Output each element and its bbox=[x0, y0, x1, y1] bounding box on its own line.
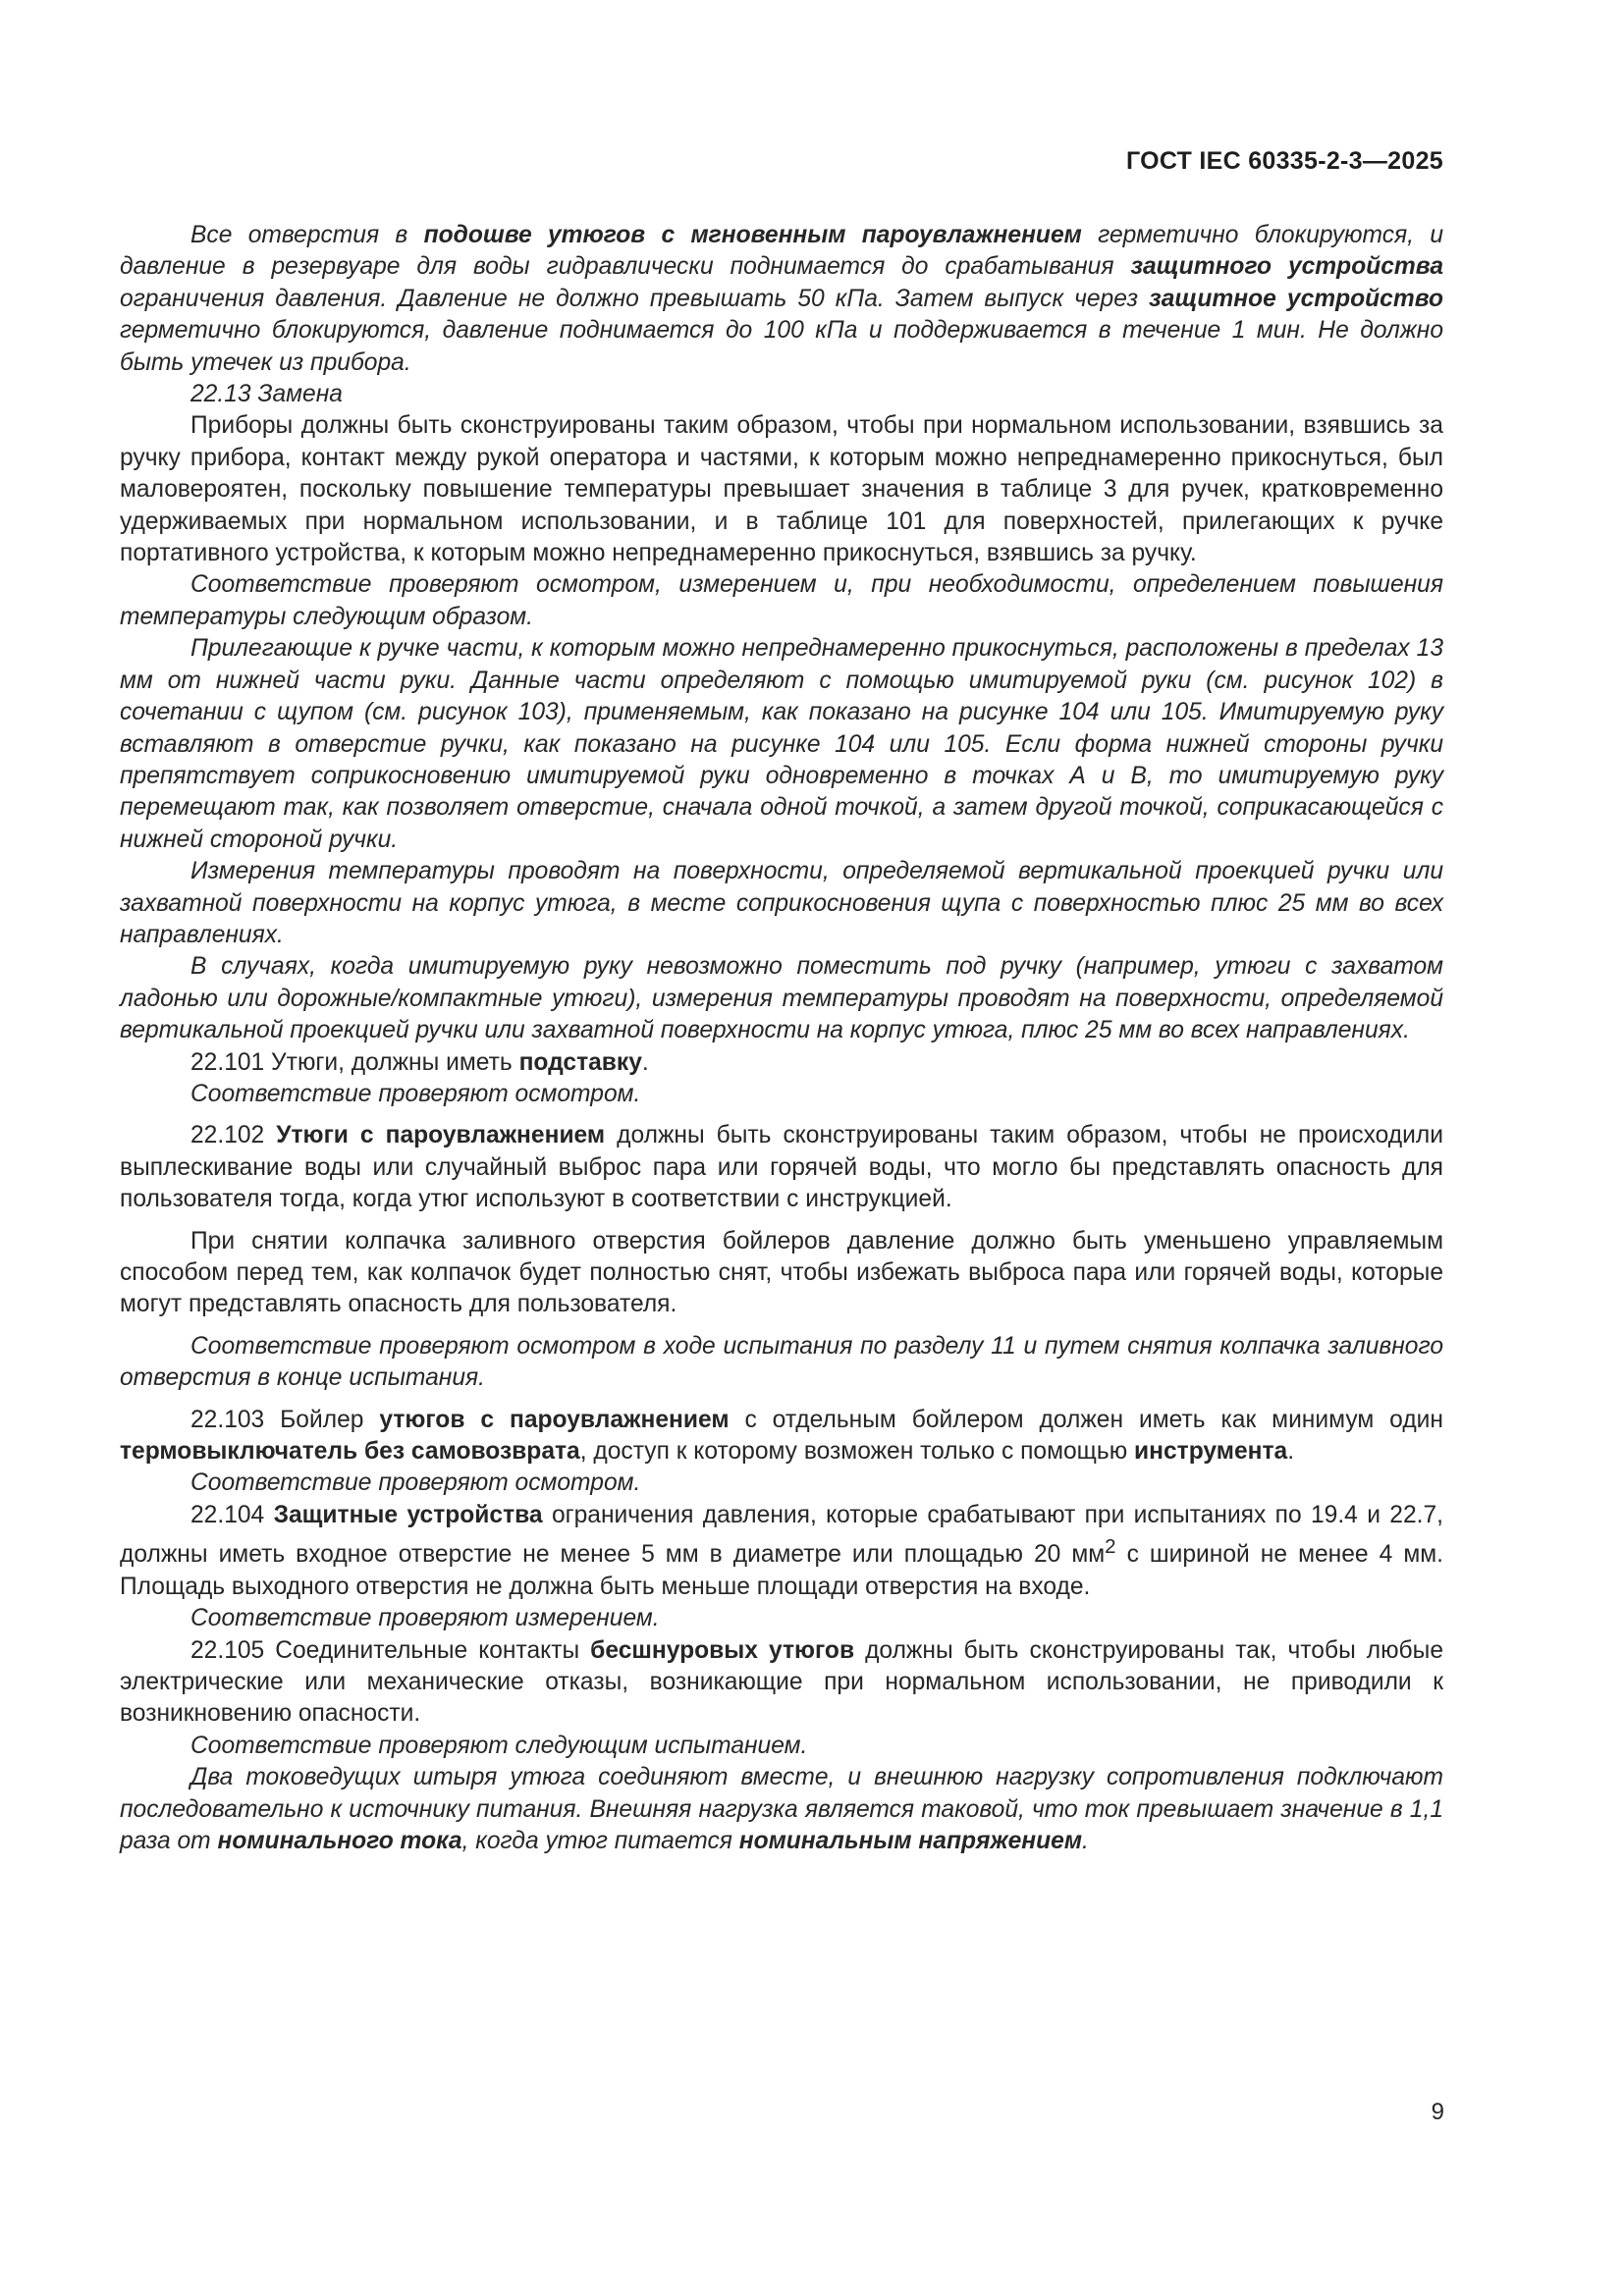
compliance-note: Соответствие проверяют измерением. bbox=[190, 1605, 660, 1632]
clause-22-102: 22.102 Утюги с пароувлажнением должны быть сконструированы таким образом, чтобы не происходили выплескивание воды или случайный выброс пара или горячей воды, что могло бы представлять опасность для пользователя тогда, когда утюг используют в соответствии с инструкцией. bbox=[120, 1122, 1443, 1213]
paragraph: При снятии колпачка заливного отверстия бойлеров давление должно быть уменьшено управляемым способом перед тем, как колпачок будет полностью снят, чтобы избежать выброса пара или горячей воды, которые могут представлять опасность для пользователя. bbox=[120, 1227, 1443, 1318]
paragraph: Прилегающие к ручке части, к которым можно непреднамеренно прикоснуться, расположены в пределах 13 мм от нижней части руки. Данные части определяют с помощью имитируемой руки (см. рисунок 102) в сочетании с щупом (см. рисунок 103), применяемым, как показано на рисунке 104 или 105. Имитируемую руку вставляют в отверстие ручки, как показано на рисунке 104 или 105. Если форма нижней стороны ручки препятствует соприкосновению имитируемой руки одновременно в точках А и В, то имитируемую руку перемещают так, как позволяет отверстие, сначала одной точкой, а затем другой точкой, соприкасающейся с нижней стороной ручки. bbox=[120, 635, 1443, 853]
section-heading: 22.13 Замена bbox=[190, 381, 343, 408]
paragraph: Все отверстия в подошве утюгов с мгновенным пароувлажнением герметично блокируются, и давление в резервуаре для воды гидравлически поднимается до срабатывания защитного устройства ограничения давления. Давление не должно превышать 50 кПа. Затем выпуск через защитное устройство герметично блокируются, давление поднимается до 100 кПа и поддерживается в течение 1 мин. Не должно быть утечек из прибора. bbox=[120, 222, 1443, 376]
compliance-note: Соответствие проверяют осмотром. bbox=[190, 1469, 641, 1497]
paragraph: Два токоведущих штыря утюга соединяют вместе, и внешнюю нагрузку сопротивления подключают последовательно к источнику питания. Внешняя нагрузка является таковой, что ток превышает значение в 1,1 раза от номинального тока, когда утюг питается номинальным напряжением. bbox=[120, 1764, 1443, 1855]
compliance-note: Соответствие проверяют осмотром, измерением и, при необходимости, определением повышения температуры следующим образом. bbox=[120, 571, 1443, 630]
compliance-note: Соответствие проверяют осмотром. bbox=[190, 1080, 641, 1107]
document-body bbox=[120, 220, 1443, 1858]
clause-22-104: 22.104 Защитные устройства ограничения давления, которые срабатывают при испытаниях по 19.4 и 22.7, должны иметь входное отверстие не менее 5 мм в диаметре или площадью 20 $мм^2$ с шириной не менее 4 мм. Площадь выходного отверстия не должна быть меньше площади отверстия на входе. bbox=[120, 1501, 1443, 1600]
document-code-header: ГОСТ IEC 60335-2-3—2025 bbox=[1125, 147, 1443, 175]
paragraph: В случаях, когда имитируемую руку невозможно поместить под ручку (например, утюги с захватом ладонью или дорожные/компактные утюги), измерения температуры проводят на поверхности, определяемой вертикальной проекцией ручки или захватной поверхности на корпус утюга, плюс 25 мм во всех направлениях. bbox=[120, 953, 1443, 1044]
paragraph: Измерения температуры проводят на поверхности, определяемой вертикальной проекцией ручки или захватной поверхности на корпус утюга, в месте соприкосновения щупа с поверхностью плюс 25 мм во всех направлениях. bbox=[120, 858, 1443, 948]
page-number: 9 bbox=[1431, 2099, 1444, 2125]
clause-22-105: 22.105 Соединительные контакты бесшнуровых утюгов должны быть сконструированы так, чтобы любые электрические или механические отказы, возникающие при нормальном использовании, не приводили к возникновению опасности. bbox=[120, 1636, 1444, 1728]
clause-22-103: 22.103 Бойлер утюгов с пароувлажнением с отдельным бойлером должен иметь как минимум один термовыключатель без самовозврата, доступ к которому возможен только с помощью инструмента. bbox=[120, 1406, 1443, 1466]
paragraph: Приборы должны быть сконструированы таким образом, чтобы при нормальном использовании, взявшись за ручку прибора, контакт между рукой оператора и частями, к которым можно непреднамеренно прикоснуться, был маловероятен, поскольку повышение температуры превышает значения в таблице 3 для ручек, кратковременно удерживаемых при нормальном использовании, и в таблице 101 для поверхностей, прилегающих к ручке портативного устройства, к которым можно непреднамеренно прикоснуться, взявшись за ручку. bbox=[120, 412, 1443, 567]
compliance-note: Соответствие проверяют осмотром в ходе испытания по разделу 11 и путем снятия колпачка заливного отверстия в конце испытания. bbox=[120, 1332, 1443, 1392]
compliance-note: Соответствие проверяют следующим испытанием. bbox=[190, 1732, 808, 1759]
clause-22-101: 22.101 Утюги, должны иметь подставку. bbox=[190, 1048, 649, 1076]
